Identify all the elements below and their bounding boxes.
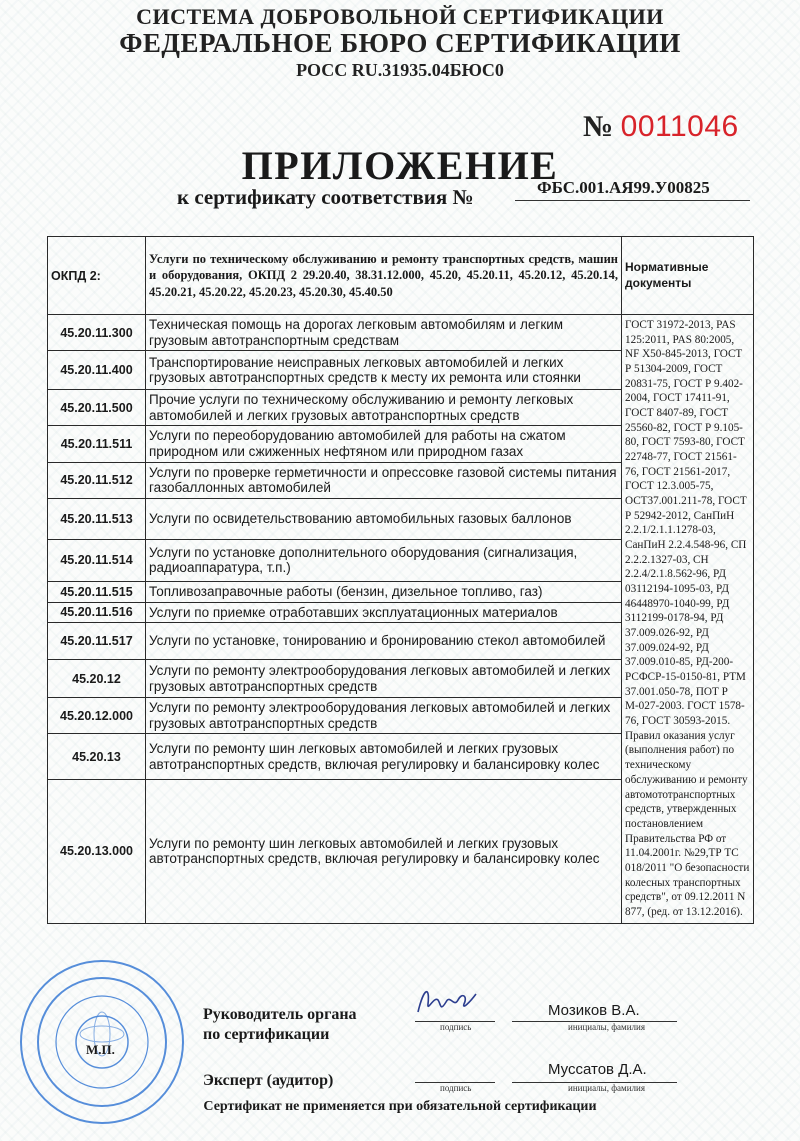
bureau-name: ФЕДЕРАЛЬНОЕ БЮРО СЕРТИФИКАЦИИ — [119, 28, 681, 58]
service-description: Услуги по ремонту шин легковых автомобилей и легких грузовых автотранспортных средств, включая регулировку и балансировку колес — [146, 734, 622, 780]
expert-name: Муссатов Д.А. — [548, 1061, 647, 1078]
page-subtitle: к сертификату соответствия № — [177, 185, 474, 209]
services-table — [47, 236, 754, 924]
service-description: Услуги по переоборудованию автомобилей для работы на сжатом природном или сжиженных нефтяном или природном газах — [146, 426, 622, 462]
table-header-row — [48, 237, 754, 315]
okpd-code: 45.20.11.514 — [48, 539, 146, 582]
header-norms: Нормативные документы — [622, 237, 754, 315]
page-title: ПРИЛОЖЕНИЕ — [241, 143, 559, 188]
head-label — [203, 1005, 357, 1045]
service-description: Услуги по проверке герметичности и опрессовке газовой системы питания газобаллонных автомобилей — [146, 462, 622, 498]
table-row — [48, 315, 754, 351]
service-description: Услуги по ремонту электрооборудования легковых автомобилей и легких грузовых автотранспортных средств — [146, 697, 622, 733]
okpd-code: 45.20.11.400 — [48, 351, 146, 389]
form-number-value: 0011046 — [620, 110, 739, 143]
expert-label: Эксперт (аудитор) — [203, 1072, 334, 1089]
certificate-number: ФБС.001.АЯ99.У00825 — [515, 178, 750, 201]
okpd-code: 45.20.11.517 — [48, 623, 146, 660]
service-description: Техническая помощь на дорогах легковым автомобилям и легким грузовым автотранспортным средствам — [146, 315, 622, 351]
service-description: Услуги по приемке отработавших эксплуатационных материалов — [146, 602, 622, 622]
okpd-code: 45.20.11.515 — [48, 582, 146, 602]
expert-sign-caption: подпись — [440, 1083, 472, 1093]
okpd-code: 45.20.12 — [48, 660, 146, 697]
head-sign-caption: подпись — [440, 1022, 472, 1032]
okpd-code: 45.20.11.511 — [48, 426, 146, 462]
header-code: ОКПД 2: — [48, 237, 146, 315]
system-name: СИСТЕМА ДОБРОВОЛЬНОЙ СЕРТИФИКАЦИИ — [136, 4, 664, 29]
service-description: Услуги по ремонту электрооборудования легковых автомобилей и легких грузовых автотранспортных средств — [146, 660, 622, 697]
service-description: Услуги по установке дополнительного оборудования (сигнализация, радиоаппаратура, т.п.) — [146, 539, 622, 582]
okpd-code: 45.20.11.513 — [48, 498, 146, 539]
head-name: Мозиков В.А. — [548, 1002, 640, 1019]
normative-documents: ГОСТ 31972-2013, PAS 125:2011, PAS 80:2005, NF X50-845-2013, ГОСТ Р 51304-2009, ГОСТ 20831-75, ГОСТ Р 9.402-2004, ГОСТ 17411-91, ГОСТ 8407-89, ГОСТ 25560-82, ГОСТ Р 9.105-80, ГОСТ 7593-80, ГОСТ 22748-77, ГОСТ 21561-76, ГОСТ 21561-2017, ГОСТ 12.3.005-75, ОСТ37.001.211-78, ГОСТ Р 52942-2012, СанПиН 2.2.1/2.1.1.1278-03, СанПиН 2.2.4.548-96, СП 2.2.2.1327-03, СН 2.2.4/2.1.8.562-96, РД 03112194-1095-03, РД 46448970-1040-99, РД 3112199-0178-94, РД 37.009.026-92, РД 37.009.024-92, РД 37.009.010-85, РД-200-РСФСР-15-0150-81, РТМ 37.001.050-78, ПОТ Р М-027-2003. ГОСТ 1578-76, ГОСТ 30593-2015. Правил оказания услуг (выполнения работ) по техническому обслуживанию и ремонту автомототранспортных средств, утвержденных постановлением Правительства РФ от 11.04.2001г. №29,ТР ТС 018/2011 "О безопасности колесных транспортных средств", от 09.12.2011 N 877, (ред. от 13.12.2016). — [622, 315, 754, 924]
service-description: Услуги по освидетельствованию автомобильных газовых баллонов — [146, 498, 622, 539]
service-description: Прочие услуги по техническому обслуживанию и ремонту легковых автомобилей и легких грузовых автотранспортных средств — [146, 389, 622, 425]
service-description: Транспортирование неисправных легковых автомобилей и легких грузовых автотранспортных средств к месту их ремонта или стоянки — [146, 351, 622, 389]
expert-name-caption: инициалы, фамилия — [568, 1083, 645, 1093]
header-services: Услуги по техническому обслуживанию и ремонту транспортных средств, машин и оборудования, ОКПД 2 29.20.40, 38.31.12.000, 45.20, 45.20.11, 45.20.12, 45.20.14, 45.20.21, 45.20.22, 45.20.23, 45.20.30, 45.40.50 — [146, 237, 622, 315]
head-signature-image — [410, 982, 490, 1022]
head-name-caption: инициалы, фамилия — [568, 1022, 645, 1032]
registration-number: РОСС RU.31935.04БЮС0 — [296, 60, 504, 80]
okpd-code: 45.20.13.000 — [48, 780, 146, 923]
head-label-line2: по сертификации — [203, 1026, 330, 1043]
form-number — [583, 110, 739, 144]
stamp-place: М.П. — [86, 1042, 115, 1057]
okpd-code: 45.20.11.512 — [48, 462, 146, 498]
okpd-code: 45.20.11.300 — [48, 315, 146, 351]
service-description: Услуги по ремонту шин легковых автомобилей и легких грузовых автотранспортных средств, включая регулировку и балансировку колес — [146, 780, 622, 923]
service-description: Услуги по установке, тонированию и бронированию стекол автомобилей — [146, 623, 622, 660]
okpd-code: 45.20.11.500 — [48, 389, 146, 425]
footer-note: Сертификат не применяется при обязательной сертификации — [203, 1099, 597, 1114]
okpd-code: 45.20.13 — [48, 734, 146, 780]
okpd-code: 45.20.11.516 — [48, 602, 146, 622]
head-label-line1: Руководитель органа — [203, 1006, 357, 1023]
number-sign: № — [583, 110, 614, 143]
service-description: Топливозаправочные работы (бензин, дизельное топливо, газ) — [146, 582, 622, 602]
okpd-code: 45.20.12.000 — [48, 697, 146, 733]
